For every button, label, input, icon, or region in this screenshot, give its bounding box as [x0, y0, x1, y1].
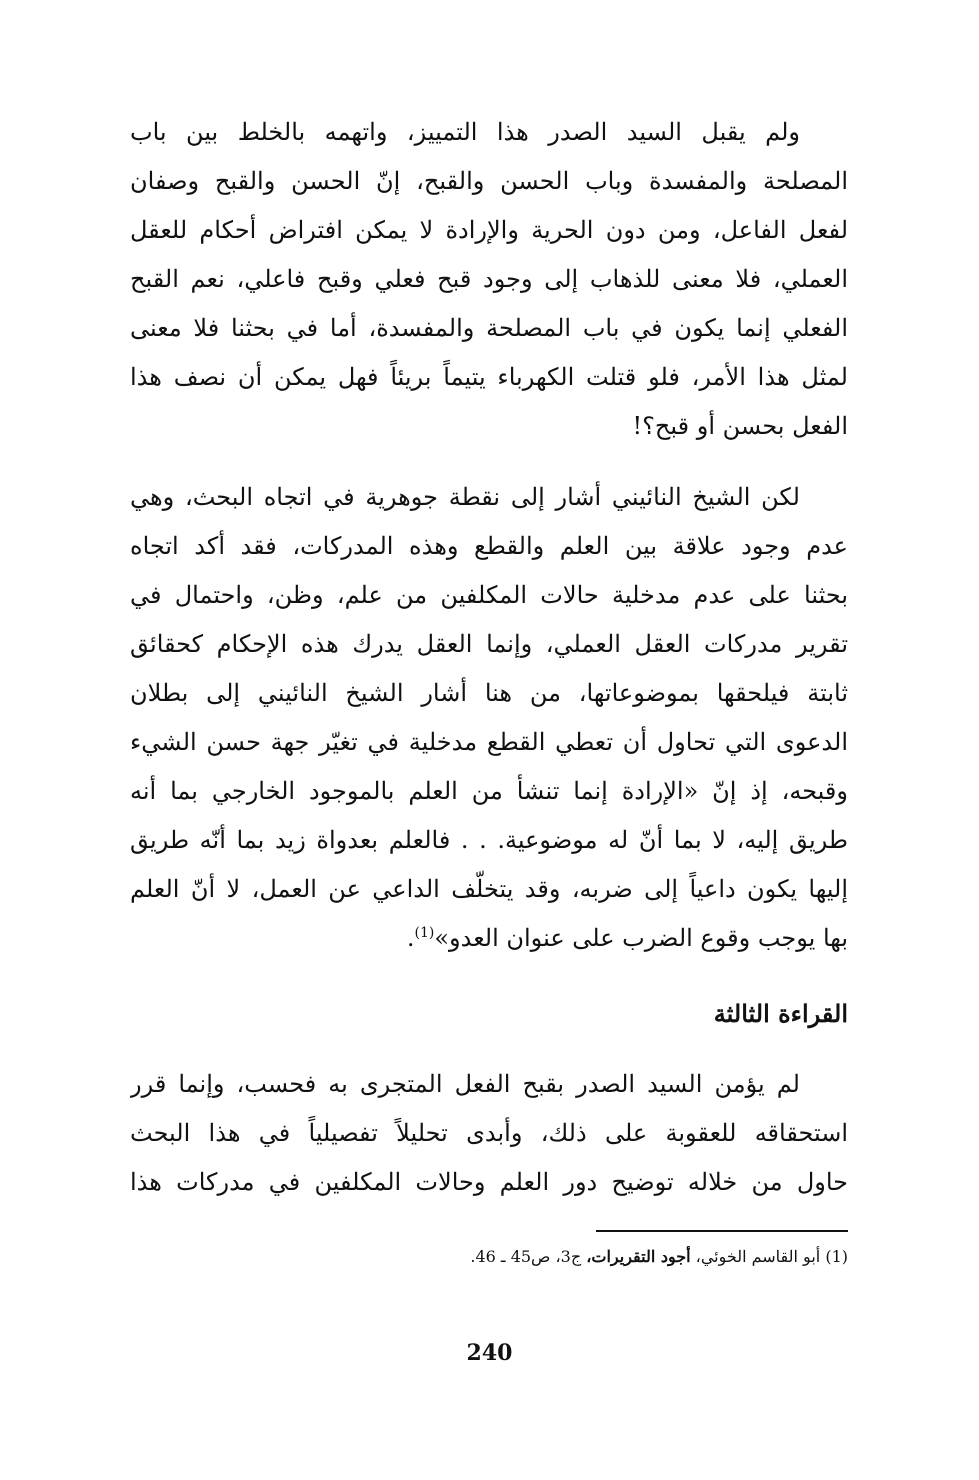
quote-end-text: بها يوجب وقوع الضرب على عنوان العدو»: [434, 924, 848, 952]
text-line: لمثل هذا الأمر، فلو قتلت الكهرباء يتيماً بريئاً فهل يمكن أن نصف هذا: [130, 363, 848, 391]
text-line: الفعل بحسن أو قبح؟!: [632, 412, 848, 440]
page-number: 240: [466, 1340, 513, 1366]
text-line: لم يؤمن السيد الصدر بقبح الفعل المتجرى به فحسب، وإنما قرر: [130, 1070, 800, 1098]
text-line: تقرير مدركات العقل العملي، وإنما العقل يدرك هذه الإحكام كحقائق: [130, 630, 848, 658]
text-line: حاول من خلاله توضيح دور العلم وحالات المكلفين في مدركات هذا: [130, 1168, 848, 1196]
text-line: عدم وجود علاقة بين العلم والقطع وهذه المدركات، فقد أكد اتجاه: [130, 532, 848, 560]
text-line: وقبحه، إذ إنّ «الإرادة إنما تنشأ من العلم بالموجود الخارجي بما أنه: [130, 777, 848, 805]
text-line: ولم يقبل السيد الصدر هذا التمييز، واتهمه بالخلط بين باب: [130, 118, 800, 146]
text-line: طريق إليه، لا بما أنّ له موضوعية. . . فالعلم بعدواة زيد بما أنّه طريق: [130, 826, 848, 854]
paragraph-3: [130, 1060, 848, 1207]
text-line: بحثنا على عدم مدخلية حالات المكلفين من علم، وظن، واحتمال في: [130, 581, 848, 609]
text-line: المصلحة والمفسدة وباب الحسن والقبح، إنّ الحسن والقبح وصفان: [130, 167, 848, 195]
paragraph-2: [130, 473, 848, 963]
text-line: الفعلي إنما يكون في باب المصلحة والمفسدة، أما في بحثنا فلا معنى: [130, 314, 848, 342]
footnote-number: (1): [825, 1247, 848, 1266]
footnote-divider: [596, 1230, 848, 1232]
text-line: إليها يكون داعياً إلى ضربه، وقد يتخلّف الداعي عن العمل، لا أنّ العلم: [130, 875, 848, 903]
section-heading: القراءة الثالثة: [713, 999, 848, 1028]
footnote: [470, 1243, 848, 1271]
text-line: استحقاقه للعقوبة على ذلك، وأبدى تحليلاً تفصيلياً في هذا البحث: [130, 1119, 848, 1147]
text-line: الدعوى التي تحاول أن تعطي القطع مدخلية في تغيّر جهة حسن الشيء: [130, 728, 848, 756]
footnote-reference[interactable]: (1): [414, 925, 435, 941]
text-line: لفعل الفاعل، ومن دون الحرية والإرادة لا يمكن افتراض أحكام للعقل: [130, 216, 848, 244]
footnote-book-title: أجود التقريرات،: [586, 1247, 691, 1266]
text-line: لكن الشيخ النائيني أشار إلى نقطة جوهرية في اتجاه البحث، وهي: [130, 483, 800, 511]
text-line: العملي، فلا معنى للذهاب إلى وجود قبح فعلي وقبح فاعلي، نعم القبح: [130, 265, 848, 293]
footnote-author: أبو القاسم الخوئي،: [695, 1247, 821, 1266]
sentence-end: .: [406, 924, 415, 952]
page-body: [130, 108, 848, 1207]
text-line: ثابتة فيلحقها بموضوعاتها، من هنا أشار الشيخ النائيني إلى بطلان: [130, 679, 848, 707]
paragraph-1: [130, 108, 848, 451]
text-line: [130, 914, 848, 963]
footnote-details: ج3، ص45 ـ 46.: [470, 1247, 582, 1266]
